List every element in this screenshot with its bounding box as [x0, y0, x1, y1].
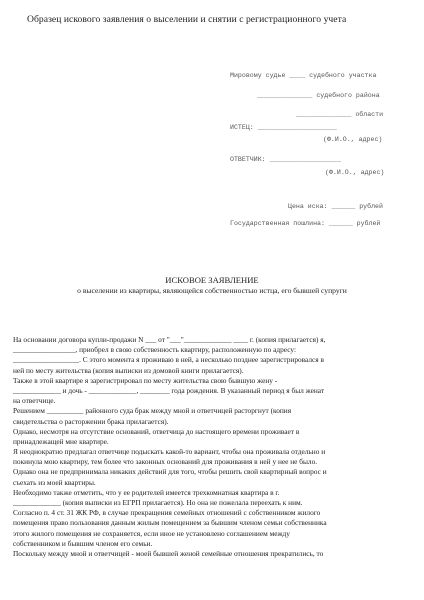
body-line: Однако она не предпринимала никаких действий для того, чтобы решить свой квартирный вопрос и [13, 467, 327, 477]
body-line: Также в этой квартире я зарегистрировал по месту жительства свою бывшую жену - [13, 375, 278, 385]
body-line: __________________. С этого момента я проживаю в ней, а несколько позднее зарегистрировался в [13, 355, 324, 365]
state-fee: Государственная пошлина: ______ рублей [230, 220, 381, 227]
body-line: ней по месту жительства (копия выписки из домовой книги прилагается). [13, 365, 244, 375]
body-line: Согласно п. 4 ст. 31 ЖК РФ, в случае прекращения семейных отношений с собственником жилого [13, 508, 321, 518]
body-line: Однако, несмотря на отсутствие оснований, ответчица до настоящего времени проживает в [13, 426, 300, 436]
body-line: _____________ и дочь - _____________, ________ года рождения. В указанный период я был женат [13, 385, 325, 395]
body-line: Решением __________ районного суда брак между мной и ответчицей расторгнут (копия [13, 406, 292, 416]
body-line: Необходимо также отметить, что у ее родителей имеется трехкомнатная квартира в г. [13, 487, 280, 497]
court-line-1: Мировому судье ____ судебного участка [230, 72, 377, 79]
court-line-2: ______________ судебного района [257, 92, 380, 99]
body-line: принадлежащей мне квартире. [13, 436, 109, 446]
document-title: ИСКОВОЕ ЗАЯВЛЕНИЕ [165, 275, 259, 285]
body-line: собственником и бывшим членом его семьи. [13, 538, 153, 548]
body-line: свидетельства о расторжении брака прилагается). [13, 416, 169, 426]
body-line: Поскольку между мной и ответчицей - моей бывшей женой семейные отношения прекратились, то [13, 548, 324, 558]
body-line: Я неоднократно предлагал ответчице подыскать какой-то вариант, чтобы она проживала отдельно и [13, 447, 326, 457]
body-line: съехать из моей квартиры. [13, 477, 96, 487]
body-line: _____________ (копия выписки из ЕГРП прилагается). Но она не пожелала переехать к ним. [13, 498, 303, 507]
claim-price: Цена иска: ______ рублей [288, 203, 383, 210]
plaintiff-label: ИСТЕЦ: ____________________ [230, 124, 337, 131]
body-line: помещения право пользования данным жилым помещением за бывшим членом семьи собственника [13, 518, 327, 528]
body-line: на ответчице. [13, 396, 56, 406]
body-line: _________________, приобрел в свою собственность квартиру, расположенную по адресу: [13, 345, 296, 355]
plaintiff-note: (Ф.И.О., адрес) [323, 136, 383, 143]
body-line: На основании договора купли-продажи N ___ от "___"_____________ ____ г. (копия прилагается) я, [13, 335, 326, 344]
court-line-3: ______________ области [296, 111, 384, 118]
body-line: этого жилого помещения не сохраняется, если иное не установлено соглашением между [13, 528, 290, 538]
document-subtitle: о выселении из квартиры, являющейся собственностью истца, его бывшей супруги [77, 286, 347, 295]
page-header-title: Образец искового заявления о выселении и снятии с регистрационного учета [27, 14, 347, 25]
document-body [13, 335, 413, 559]
body-line: покинула мою квартиру, тем более что законных оснований для проживания в ней у нее не было. [13, 457, 318, 467]
defendant-label: ОТВЕТЧИК: __________________ [230, 156, 341, 163]
defendant-note: (Ф.И.О., адрес) [325, 169, 385, 176]
